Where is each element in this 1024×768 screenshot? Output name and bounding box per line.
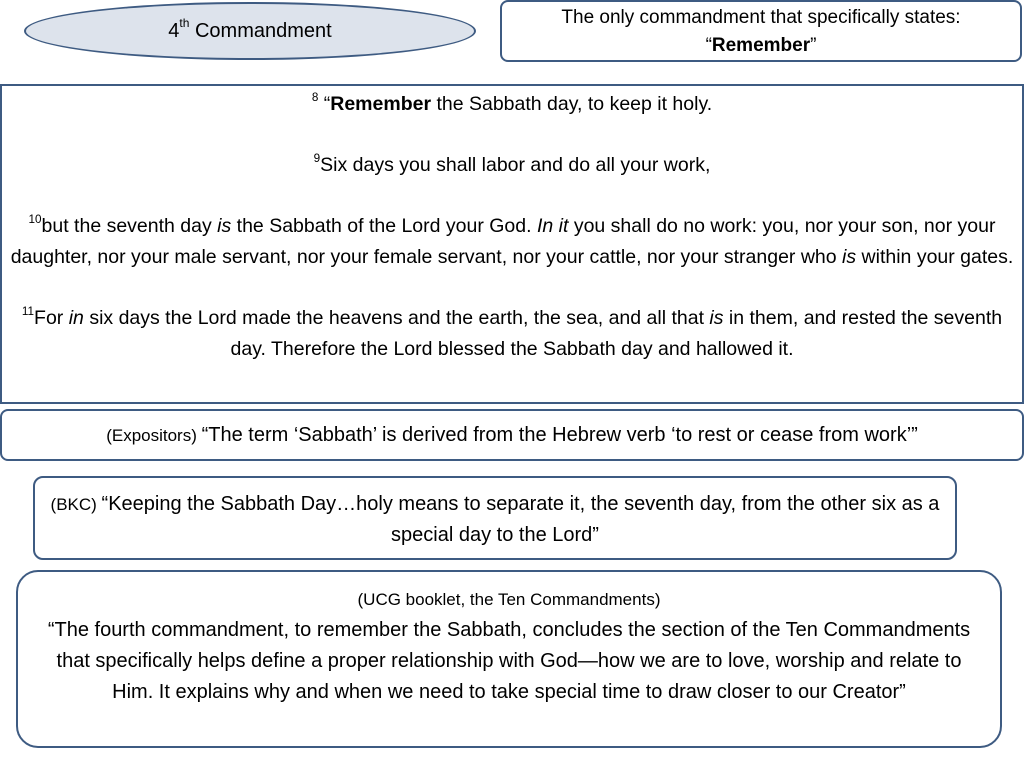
verse-8-text: the Sabbath day, to keep it holy.	[431, 93, 713, 115]
callout-close-quote: ”	[810, 35, 817, 56]
verse-10-text-a: but the seventh day	[41, 215, 218, 237]
verse-11-text-e: in them, and rested the seventh day. Therefore the Lord blessed the Sabbath day and hallowed it.	[230, 307, 1003, 360]
verse-10-italic-b: is	[217, 215, 232, 237]
verse-8-open-quote: “	[318, 93, 331, 115]
ucg-source: (UCG booklet, the Ten Commandments)	[357, 590, 661, 609]
ucg-quote-box	[16, 570, 1002, 748]
callout-remember-word: Remember	[711, 35, 811, 56]
verse-10-italic-d: In it	[536, 215, 569, 237]
verse-10-text-e: you shall do no work: you, nor your son, nor your daughter, nor your male servant, nor your female servant, nor your cattle, nor your stranger who	[10, 215, 996, 268]
verse-8-number: 8	[311, 90, 319, 104]
title-text: Commandment	[194, 19, 332, 42]
verse-10	[10, 211, 1014, 273]
remember-callout	[500, 0, 1022, 62]
expositors-quote-text: “The term ‘Sabbath’ is derived from the Hebrew verb ‘to rest or cease from work’”	[201, 423, 918, 446]
bkc-source: (BKC)	[50, 495, 102, 514]
verse-9	[10, 150, 1014, 181]
verse-11-italic-b: in	[68, 307, 84, 329]
spacer	[10, 181, 1014, 211]
verse-8	[10, 89, 1014, 120]
verse-10-text-c: the Sabbath of the Lord your God.	[231, 215, 537, 237]
verse-11-italic-d: is	[709, 307, 724, 329]
callout-open-quote: “	[705, 35, 712, 56]
title-oval	[24, 2, 476, 60]
expositors-quote-box	[0, 409, 1024, 461]
title-superscript: th	[179, 16, 190, 31]
verse-10-text-g: within your gates.	[856, 246, 1014, 268]
verse-10-number: 10	[28, 212, 42, 226]
expositors-source: (Expositors)	[106, 425, 202, 445]
scripture-passage	[0, 84, 1024, 404]
verse-10-italic-f: is	[842, 246, 857, 268]
ucg-quote-text: “The fourth commandment, to remember the Sabbath, concludes the section of the Ten Commandments that specifically helps define a proper relationship with God—how we are to love, worship and relate to Him. It explains why and when we need to take special time to draw closer to our Creator”	[47, 619, 971, 703]
verse-8-bold: Remember	[330, 93, 432, 115]
callout-line-2	[502, 32, 1020, 60]
bkc-quote	[49, 489, 941, 551]
verse-9-text: Six days you shall labor and do all your work,	[320, 154, 711, 176]
bkc-quote-box	[33, 476, 957, 560]
spacer	[10, 273, 1014, 303]
verse-9-number: 9	[313, 151, 321, 165]
verse-11	[10, 303, 1014, 365]
spacer	[10, 120, 1014, 150]
verse-11-text-a: For	[34, 307, 69, 329]
expositors-quote	[106, 424, 918, 447]
callout-line-1: The only commandment that specifically states:	[561, 7, 961, 28]
verse-11-number: 11	[21, 304, 35, 318]
title-number: 4	[168, 19, 180, 42]
verse-11-text-c: six days the Lord made the heavens and the earth, the sea, and all that	[83, 307, 710, 329]
title-heading	[168, 16, 332, 43]
bkc-quote-text: “Keeping the Sabbath Day…holy means to separate it, the seventh day, from the other six as a special day to the Lord”	[101, 493, 940, 546]
